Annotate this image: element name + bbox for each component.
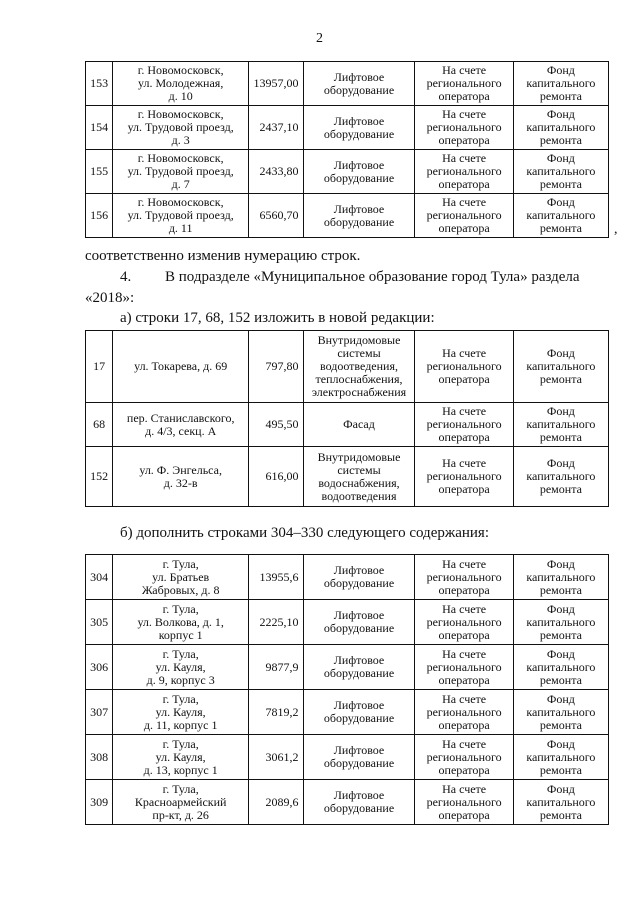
area-cell: 13957,00 — [249, 62, 303, 106]
area-cell: 616,00 — [249, 447, 303, 507]
table-row — [86, 600, 609, 645]
table-replace-body — [86, 331, 609, 507]
table-replace — [85, 330, 609, 507]
table-row — [86, 62, 609, 106]
account-cell: На счете регионального оператора — [415, 600, 513, 645]
page-number: 2 — [316, 31, 323, 46]
address-cell: г. Новомосковск, ул. Трудовой проезд, д. 7 — [113, 150, 249, 194]
account-cell: На счете регионального оператора — [415, 735, 513, 780]
row-number-cell: 156 — [86, 194, 113, 238]
work-type-cell: Лифтовое оборудование — [303, 645, 415, 690]
row-number-cell: 68 — [86, 403, 113, 447]
row-number-cell: 17 — [86, 331, 113, 403]
address-cell: г. Новомосковск, ул. Трудовой проезд, д. 3 — [113, 106, 249, 150]
fund-cell: Фонд капитального ремонта — [513, 106, 608, 150]
area-cell: 9877,9 — [249, 645, 303, 690]
area-cell: 7819,2 — [249, 690, 303, 735]
table-row — [86, 645, 609, 690]
address-cell: г. Новомосковск, ул. Трудовой проезд, д. 11 — [113, 194, 249, 238]
address-cell: ул. Ф. Энгельса, д. 32-в — [113, 447, 249, 507]
address-cell: г. Тула, ул. Кауля, д. 13, корпус 1 — [113, 735, 249, 780]
row-number-cell: 308 — [86, 735, 113, 780]
table-row — [86, 106, 609, 150]
area-cell: 2089,6 — [249, 780, 303, 825]
row-number-cell: 155 — [86, 150, 113, 194]
table-row — [86, 403, 609, 447]
area-cell: 6560,70 — [249, 194, 303, 238]
area-cell: 797,80 — [249, 331, 303, 403]
table-add-body — [86, 555, 609, 825]
area-cell: 3061,2 — [249, 735, 303, 780]
work-type-cell: Лифтовое оборудование — [303, 150, 415, 194]
table-row — [86, 690, 609, 735]
trailing-comma: , — [614, 222, 618, 237]
work-type-cell: Лифтовое оборудование — [303, 62, 415, 106]
area-cell: 495,50 — [249, 403, 303, 447]
work-type-cell: Внутридомовые системы водоотведения, теплоснабжения, электроснабжения — [303, 331, 415, 403]
work-type-cell: Лифтовое оборудование — [303, 735, 415, 780]
work-type-cell: Лифтовое оборудование — [303, 555, 415, 600]
address-cell: г. Тула, ул. Кауля, д. 11, корпус 1 — [113, 690, 249, 735]
account-cell: На счете регионального оператора — [415, 106, 513, 150]
row-number-cell: 305 — [86, 600, 113, 645]
address-cell: г. Тула, ул. Братьев Жабровых, д. 8 — [113, 555, 249, 600]
account-cell: На счете регионального оператора — [415, 62, 513, 106]
table-row — [86, 447, 609, 507]
fund-cell: Фонд капитального ремонта — [513, 690, 608, 735]
fund-cell: Фонд капитального ремонта — [513, 62, 608, 106]
subitem-b: б) дополнить строками 304–330 следующего содержания: — [120, 525, 489, 541]
row-number-cell: 307 — [86, 690, 113, 735]
table-top — [85, 61, 609, 238]
table-top-body — [86, 62, 609, 238]
row-number-cell: 304 — [86, 555, 113, 600]
account-cell: На счете регионального оператора — [415, 150, 513, 194]
table-row — [86, 194, 609, 238]
row-number-cell: 154 — [86, 106, 113, 150]
account-cell: На счете регионального оператора — [415, 555, 513, 600]
account-cell: На счете регионального оператора — [415, 447, 513, 507]
table-row — [86, 331, 609, 403]
row-number-cell: 152 — [86, 447, 113, 507]
subitem-a: а) строки 17, 68, 152 изложить в новой редакции: — [120, 310, 435, 326]
row-number-cell: 306 — [86, 645, 113, 690]
work-type-cell: Лифтовое оборудование — [303, 194, 415, 238]
table-row — [86, 150, 609, 194]
table-row — [86, 780, 609, 825]
work-type-cell: Внутридомовые системы водоснабжения, водоотведения — [303, 447, 415, 507]
fund-cell: Фонд капитального ремонта — [513, 194, 608, 238]
work-type-cell: Лифтовое оборудование — [303, 780, 415, 825]
address-cell: ул. Токарева, д. 69 — [113, 331, 249, 403]
account-cell: На счете регионального оператора — [415, 331, 513, 403]
fund-cell: Фонд капитального ремонта — [513, 150, 608, 194]
renumber-note: соответственно изменив нумерацию строк. — [85, 248, 361, 264]
account-cell: На счете регионального оператора — [415, 403, 513, 447]
work-type-cell: Лифтовое оборудование — [303, 106, 415, 150]
account-cell: На счете регионального оператора — [415, 194, 513, 238]
address-cell: г. Тула, Красноармейский пр-кт, д. 26 — [113, 780, 249, 825]
item-text-line2: «2018»: — [85, 290, 135, 306]
fund-cell: Фонд капитального ремонта — [513, 735, 608, 780]
area-cell: 2433,80 — [249, 150, 303, 194]
item-number: 4. — [120, 269, 132, 285]
address-cell: г. Тула, ул. Волкова, д. 1, корпус 1 — [113, 600, 249, 645]
row-number-cell: 153 — [86, 62, 113, 106]
fund-cell: Фонд капитального ремонта — [513, 331, 608, 403]
account-cell: На счете регионального оператора — [415, 780, 513, 825]
table-add — [85, 554, 609, 825]
fund-cell: Фонд капитального ремонта — [513, 555, 608, 600]
area-cell: 2225,10 — [249, 600, 303, 645]
work-type-cell: Лифтовое оборудование — [303, 690, 415, 735]
work-type-cell: Фасад — [303, 403, 415, 447]
area-cell: 13955,6 — [249, 555, 303, 600]
table-row — [86, 735, 609, 780]
address-cell: г. Тула, ул. Кауля, д. 9, корпус 3 — [113, 645, 249, 690]
item-text-line1: В подразделе «Муниципальное образование город Тула» раздела — [165, 269, 580, 285]
row-number-cell: 309 — [86, 780, 113, 825]
fund-cell: Фонд капитального ремонта — [513, 600, 608, 645]
address-cell: г. Новомосковск, ул. Молодежная, д. 10 — [113, 62, 249, 106]
area-cell: 2437,10 — [249, 106, 303, 150]
account-cell: На счете регионального оператора — [415, 690, 513, 735]
fund-cell: Фонд капитального ремонта — [513, 645, 608, 690]
account-cell: На счете регионального оператора — [415, 645, 513, 690]
fund-cell: Фонд капитального ремонта — [513, 447, 608, 507]
address-cell: пер. Станиславского, д. 4/3, секц. А — [113, 403, 249, 447]
table-row — [86, 555, 609, 600]
fund-cell: Фонд капитального ремонта — [513, 780, 608, 825]
work-type-cell: Лифтовое оборудование — [303, 600, 415, 645]
fund-cell: Фонд капитального ремонта — [513, 403, 608, 447]
